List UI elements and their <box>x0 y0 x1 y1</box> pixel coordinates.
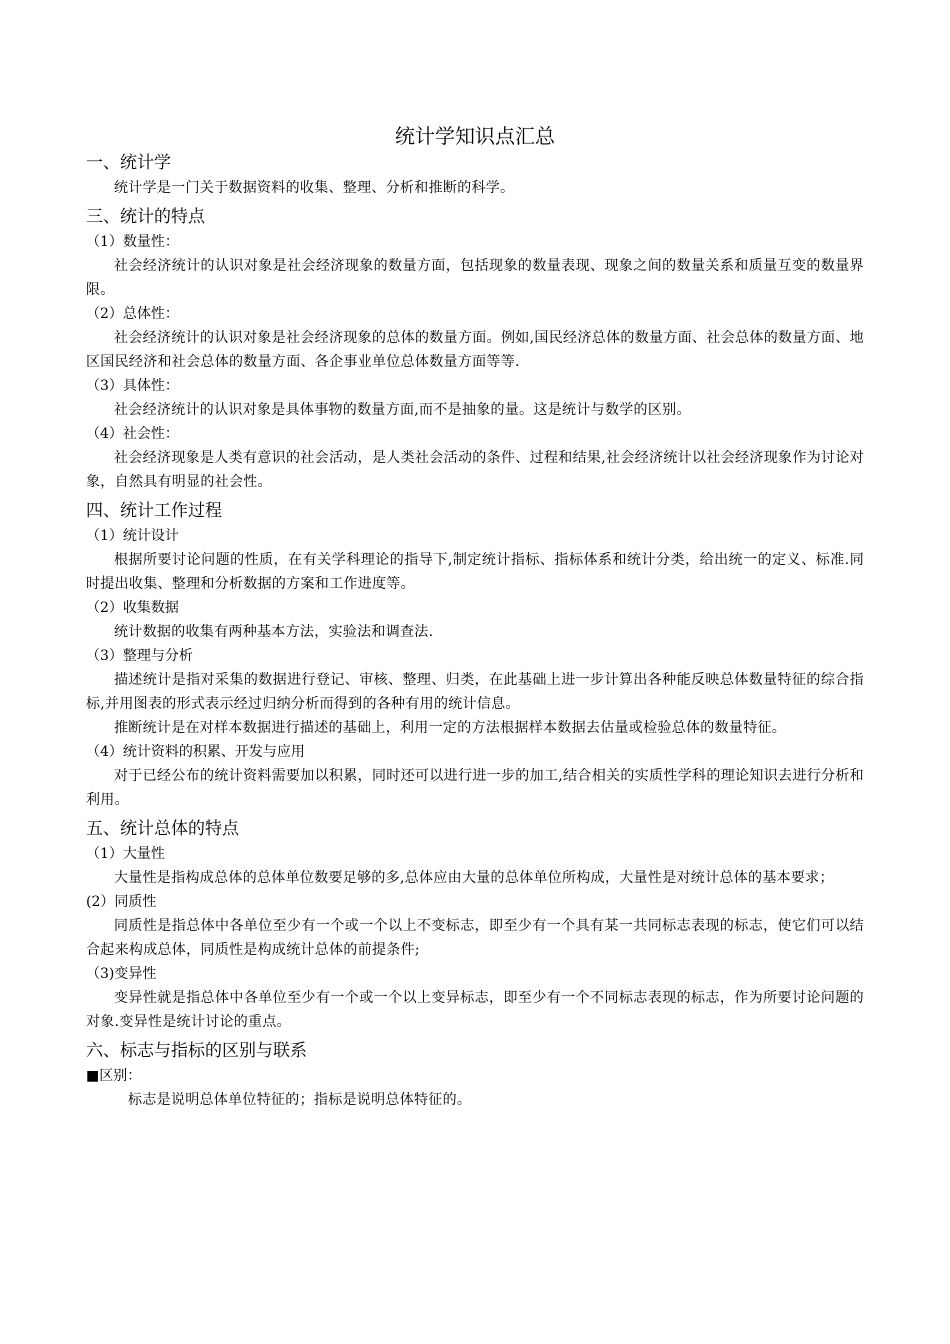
paragraph: 社会经济统计的认识对象是具体事物的数量方面,而不是抽象的量。这是统计与数学的区别。 <box>114 402 691 418</box>
section <box>86 150 864 200</box>
section-heading: 三、统计的特点 <box>86 207 205 227</box>
paragraph: 统计数据的收集有两种基本方法，实验法和调查法. <box>114 624 434 640</box>
subsection-heading: （4）社会性： <box>86 426 179 442</box>
document-title: 统计学知识点汇总 <box>395 124 555 148</box>
paragraph: 描述统计是指对采集的数据进行登记、审核、整理、归类，在此基础上进一步计算出各种能反映总体数量特征的综合指标,并用图表的形式表示经过归纳分析而得到的各种有用的统计信息。 <box>86 672 864 712</box>
paragraph: 根据所要讨论问题的性质，在有关学科理论的指导下,制定统计指标、指标体系和统计分类，给出统一的定义、标准.同时提出收集、整理和分析数据的方案和工作进度等。 <box>86 552 864 592</box>
subsection-heading: ■区别： <box>86 1068 142 1084</box>
paragraph: 社会经济统计的认识对象是社会经济现象的总体的数量方面。例如,国民经济总体的数量方面、社会总体的数量方面、地区国民经济和社会总体的数量方面、各企事业单位总体数量方面等等. <box>86 330 864 370</box>
section <box>86 1038 864 1112</box>
subsection-heading: (2）同质性 <box>86 894 157 910</box>
paragraph: 社会经济统计的认识对象是社会经济现象的数量方面，包括现象的数量表现、现象之间的数量关系和质量互变的数量界限。 <box>86 258 864 298</box>
subsection-heading: （2）总体性： <box>86 306 179 322</box>
paragraph: 变异性就是指总体中各单位至少有一个或一个以上变异标志，即至少有一个不同标志表现的标志，作为所要讨论问题的对象.变异性是统计讨论的重点。 <box>86 990 864 1030</box>
paragraph: 对于已经公布的统计资料需要加以积累，同时还可以进行进一步的加工,结合相关的实质性学科的理论知识去进行分析和利用。 <box>86 768 864 808</box>
paragraph: 统计学是一门关于数据资料的收集、整理、分析和推断的科学。 <box>114 180 515 196</box>
section <box>86 204 864 494</box>
paragraph: 社会经济现象是人类有意识的社会活动，是人类社会活动的条件、过程和结果,社会经济统计以社会经济现象作为讨论对象，自然具有明显的社会性。 <box>86 450 864 490</box>
subsection-heading: （3）具体性： <box>86 378 179 394</box>
subsection-heading: （2）收集数据 <box>86 600 179 616</box>
section <box>86 498 864 812</box>
paragraph: 推断统计是在对样本数据进行描述的基础上，利用一定的方法根据样本数据去估量或检验总体的数量特征。 <box>114 720 787 736</box>
subsection-heading: （1）统计设计 <box>86 528 179 544</box>
section-heading: 四、统计工作过程 <box>86 501 222 521</box>
section-heading: 六、标志与指标的区别与联系 <box>86 1041 307 1061</box>
paragraph: 同质性是指总体中各单位至少有一个或一个以上不变标志，即至少有一个具有某一共同标志表现的标志，使它们可以结合起来构成总体，同质性是构成统计总体的前提条件; <box>86 918 864 958</box>
subsection-heading: （4）统计资料的积累、开发与应用 <box>86 744 305 760</box>
document-body <box>86 150 864 1112</box>
section <box>86 816 864 1034</box>
subsection-heading: （1）大量性 <box>86 846 165 862</box>
section-heading: 一、统计学 <box>86 153 171 173</box>
paragraph: 大量性是指构成总体的总体单位数要足够的多,总体应由大量的总体单位所构成，大量性是对统计总体的基本要求； <box>114 870 834 886</box>
subsection-heading: （3）整理与分析 <box>86 648 193 664</box>
subsection-heading: （1）数量性： <box>86 234 179 250</box>
paragraph: 标志是说明总体单位特征的；指标是说明总体特征的。 <box>128 1092 472 1108</box>
section-heading: 五、统计总体的特点 <box>86 819 239 839</box>
subsection-heading: （3)变异性 <box>86 966 157 982</box>
